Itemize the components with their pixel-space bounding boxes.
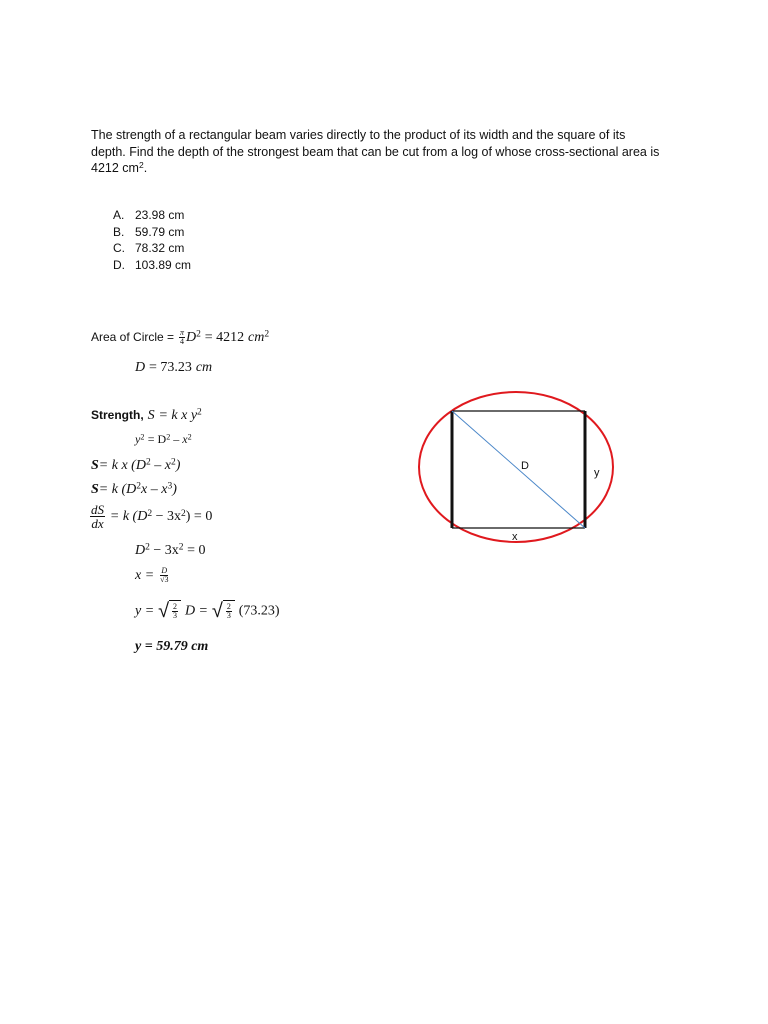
four: 4 [179, 336, 184, 346]
sqrt-two-thirds-2: √ $\frac{2}{3}$ [212, 600, 235, 622]
dx: dx [91, 516, 104, 531]
choice-letter: A. [113, 208, 125, 222]
ds: dS [91, 502, 104, 517]
x-eq-label: x = [135, 568, 155, 583]
d-unit: cm [195, 360, 213, 375]
x-num: D [161, 565, 168, 575]
s-sub2-close: ) [172, 482, 177, 497]
y2-minus: – x [170, 432, 188, 446]
three: 3 [173, 611, 178, 620]
s-sub2-mid: x – x [141, 482, 168, 497]
s-sub1-open: = k x (D [98, 458, 146, 473]
y-equation [135, 600, 280, 622]
strength-substitution-2: S= k $(D^2x - x^3)$ [91, 481, 177, 497]
diagonal-d [452, 411, 585, 528]
area-label: Area of Circle = [91, 330, 175, 344]
three: 3 [226, 611, 231, 620]
x-equation [135, 566, 170, 584]
pi-over-four [179, 329, 185, 346]
zero-c: = 0 [183, 543, 206, 558]
strength-rhs: = k x y [158, 408, 198, 423]
derivative-rhs-close: ) = 0 [185, 509, 213, 525]
s-sub1-close: ) [175, 458, 181, 473]
choice-d [113, 257, 191, 274]
choice-a [113, 207, 191, 224]
y-squared-equation: $y^2 = D^2 - x^2$ [135, 432, 192, 446]
area-rhs: = 4212 [204, 330, 245, 345]
y-eq-label: y = [135, 603, 155, 619]
choice-c [113, 240, 191, 257]
x-den: √3 [160, 574, 169, 584]
pi-symbol: π [179, 327, 184, 337]
strength-label: Strength, [91, 408, 144, 422]
area-unit: cm [248, 330, 265, 345]
answer-choices [113, 207, 191, 273]
area-value: 4212 cm [91, 161, 139, 175]
final-answer [135, 637, 208, 655]
final-answer-text: y = 59.79 cm [135, 639, 209, 654]
problem-line-3 [91, 160, 691, 177]
period: . [143, 161, 148, 175]
two: 2 [226, 602, 231, 611]
y2-rhs: = D [147, 432, 167, 446]
d-value: = 73.23 [149, 360, 192, 375]
label-d: D [521, 460, 529, 472]
label-x: x [512, 531, 518, 543]
area-of-circle-equation: Area of Circle = $\frac{\pi}{4}$ $D^2 = 4212$ $cm^2$ [91, 327, 270, 346]
beam-cross-section-diagram [415, 390, 625, 560]
x-fraction [159, 567, 169, 584]
strength-substitution-1: S= k x $(D^2 - x^2)$ [91, 457, 181, 473]
sqrt-two-thirds: √ $\frac{2}{3}$ [158, 600, 181, 622]
label-y: y [594, 467, 600, 479]
problem-statement [91, 127, 691, 177]
derivative-rhs-mid: − 3x [152, 509, 181, 525]
choice-value: 59.79 cm [135, 224, 185, 239]
choice-value: 23.98 cm [135, 208, 185, 222]
zero-equation: $D^2 - 3x^2 = 0$ [135, 542, 206, 558]
ds-dx [90, 503, 105, 530]
two: 2 [173, 602, 178, 611]
zero-b: − 3x [149, 543, 179, 558]
s-sub1-mid: – x [150, 458, 171, 473]
strength-equation: Strength, S = k x $y^2$ [91, 407, 202, 423]
choice-value: 103.89 cm [135, 257, 192, 272]
y-mid: D = [184, 603, 208, 619]
area-exponent: 2 [138, 160, 144, 171]
y-value: (73.23) [238, 603, 280, 619]
zero-a: D [135, 543, 146, 558]
choice-letter: D. [113, 257, 125, 272]
problem-line-2: depth. Find the depth of the strongest beam that can be cut from a log of whose cross-sectional area is [91, 144, 660, 159]
choice-b [113, 224, 191, 241]
diameter-equation: D = 73.23 cm [135, 360, 213, 375]
choice-letter: C. [113, 241, 125, 255]
s-sub2-open: = k (D [98, 482, 137, 497]
derivative-equation: $\frac{dS}{dx}$ = k $(D^2 - 3x^2) = 0$ [91, 502, 213, 531]
derivative-rhs-open: = k (D [109, 509, 148, 525]
problem-line-1: The strength of a rectangular beam varies directly to the product of its width and the square of its [91, 128, 626, 142]
choice-value: 78.32 cm [135, 241, 185, 255]
choice-letter: B. [113, 224, 125, 239]
